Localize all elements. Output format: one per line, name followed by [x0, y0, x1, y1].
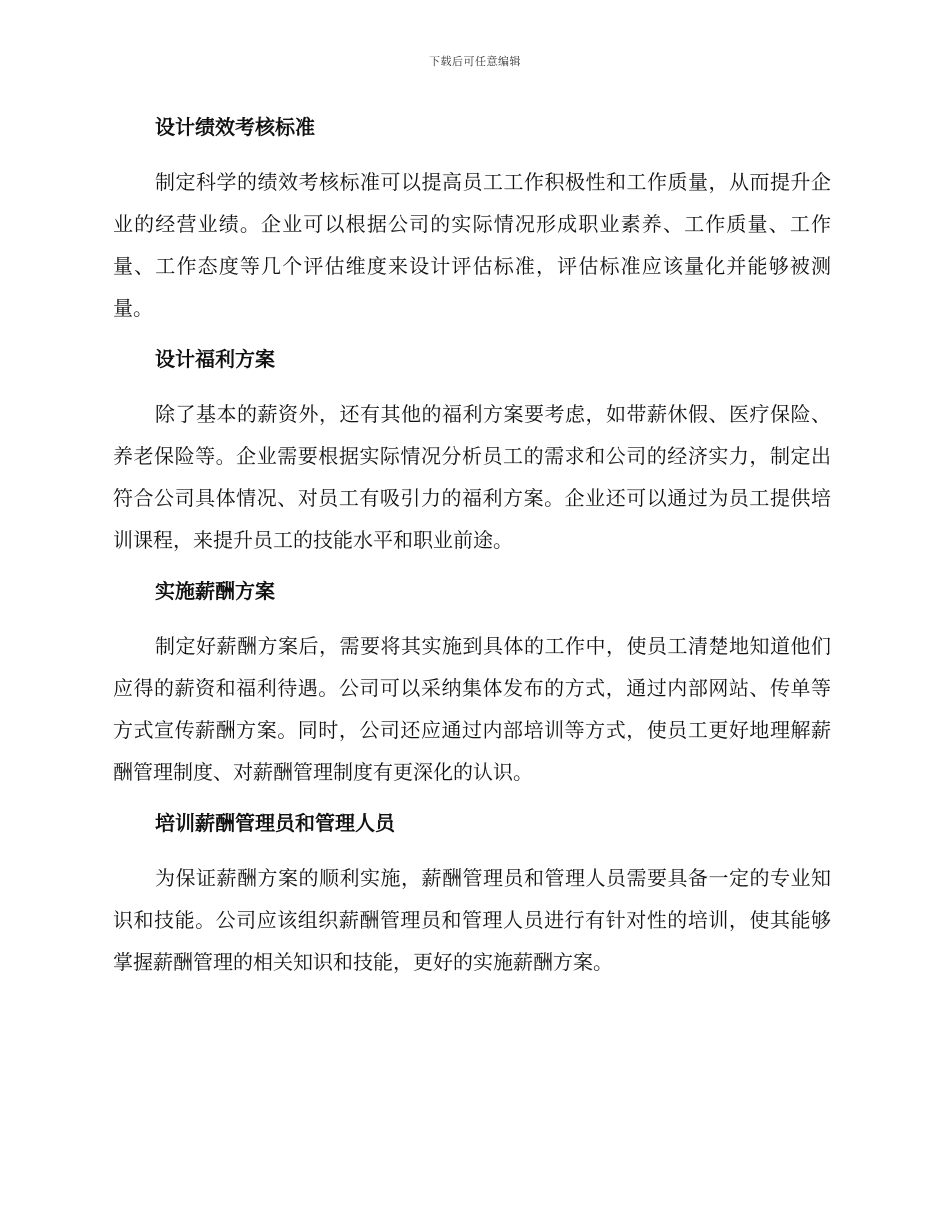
- section-welfare-plan: [113, 342, 831, 561]
- section-heading: 设计福利方案: [155, 347, 275, 371]
- document-body: [113, 110, 831, 996]
- page-header: 下载后可任意编辑: [429, 55, 521, 68]
- section-implement-compensation: [113, 574, 831, 793]
- section-heading: 培训薪酬管理员和管理人员: [155, 811, 395, 835]
- section-paragraph: 除了基本的薪资外，还有其他的福利方案要考虑，如带薪休假、医疗保险、养老保险等。企业需要根据实际情况分析员工的需求和公司的经济实力，制定出符合公司具体情况、对员工有吸引力的福利方案。企业还可以通过为员工提供培训课程，来提升员工的技能水平和职业前途。: [113, 402, 831, 552]
- section-training-managers: [113, 806, 831, 983]
- section-paragraph: 为保证薪酬方案的顺利实施，薪酬管理员和管理人员需要具备一定的专业知识和技能。公司应该组织薪酬管理员和管理人员进行有针对性的培训，使其能够掌握薪酬管理的相关知识和技能，更好的实施薪酬方案。: [113, 866, 831, 974]
- section-heading: 设计绩效考核标准: [155, 115, 315, 139]
- section-performance-standards: [113, 110, 831, 329]
- section-heading: 实施薪酬方案: [155, 579, 275, 603]
- section-paragraph: 制定好薪酬方案后，需要将其实施到具体的工作中，使员工清楚地知道他们应得的薪资和福利待遇。公司可以采纳集体发布的方式，通过内部网站、传单等方式宣传薪酬方案。同时，公司还应通过内部培训等方式，使员工更好地理解薪酬管理制度、对薪酬管理制度有更深化的认识。: [113, 634, 831, 784]
- section-paragraph: 制定科学的绩效考核标准可以提高员工工作积极性和工作质量，从而提升企业的经营业绩。企业可以根据公司的实际情况形成职业素养、工作质量、工作量、工作态度等几个评估维度来设计评估标准，评估标准应该量化并能够被测量。: [113, 170, 831, 320]
